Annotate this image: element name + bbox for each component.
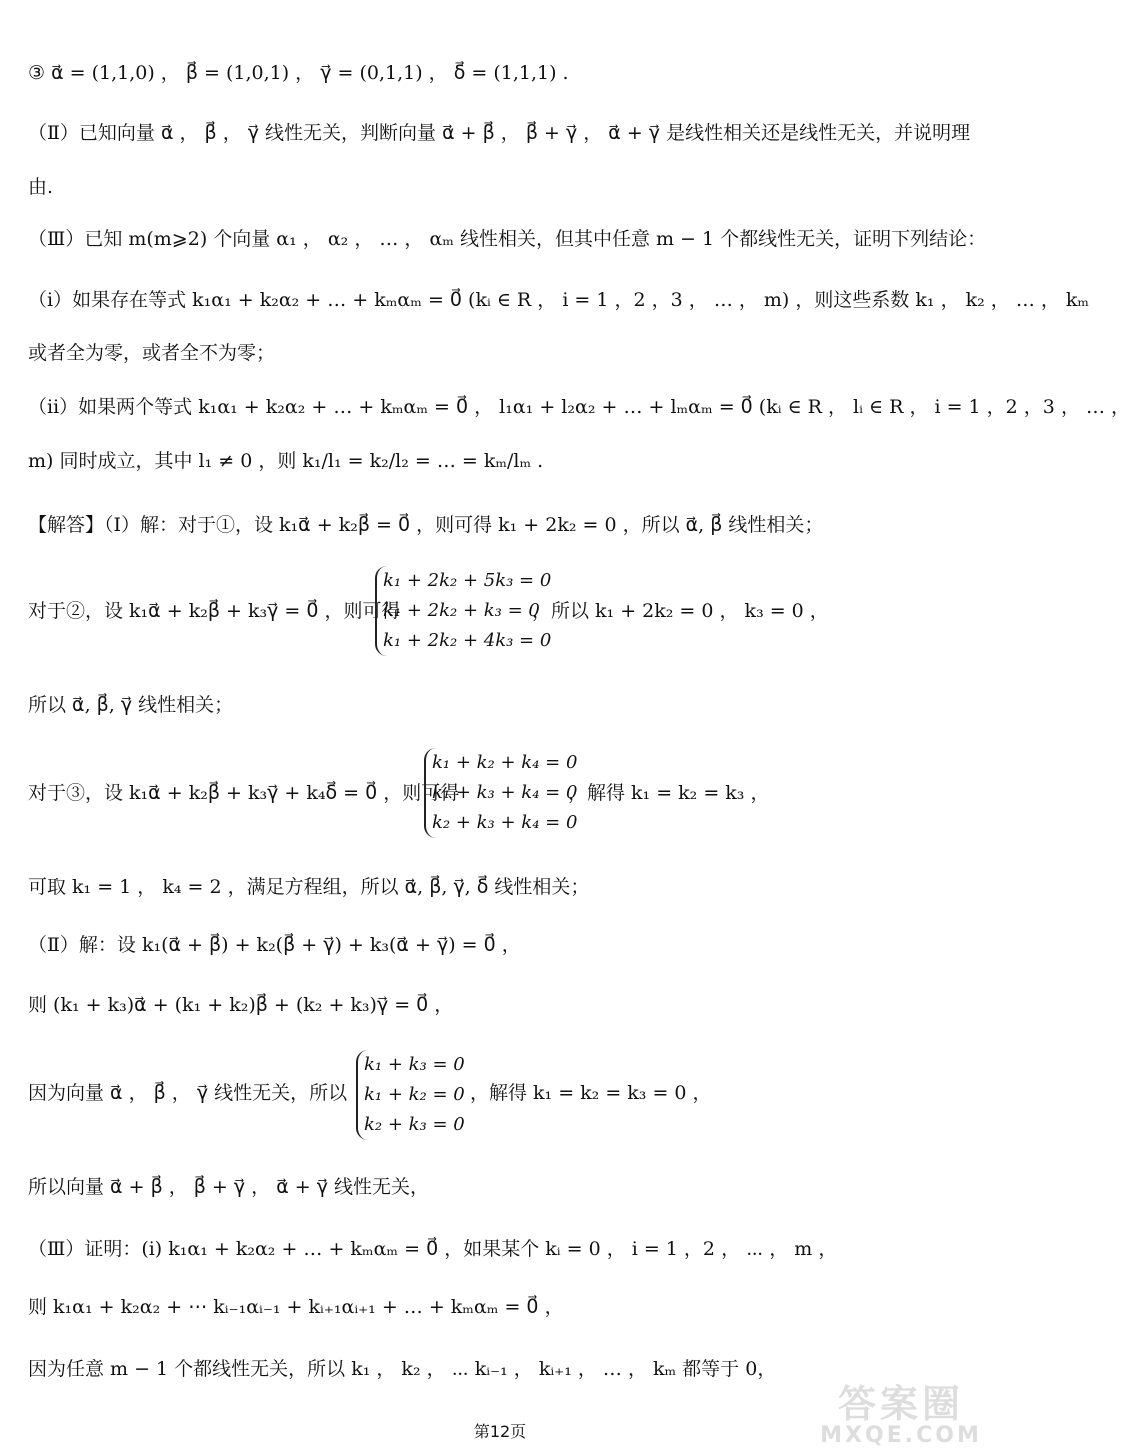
answer-part3-line: （Ⅲ）证明：(i) k₁α₁ + k₂α₂ + … + kₘαₘ = 0⃗ ，如果某个 kᵢ = 0 ， i = 1 ，2 ， ⋯ ， m ，: [28, 1238, 838, 1260]
case2-result: 所以 α⃗, β⃗, γ⃗ 线性相关；: [28, 694, 234, 716]
text-line-4: （Ⅲ）已知 m(m⩾2) 个向量 α₁ ， α₂ ， … ， αₘ 线性相关，但其中任意 m − 1 个都线性无关，证明下列结论：: [28, 228, 987, 250]
equation-row: k₁ + k₃ + k₄ = 0: [432, 782, 578, 803]
text-line-6: 或者全为零，或者全不为零；: [28, 342, 276, 364]
page-number: 第12页: [473, 1422, 527, 1441]
watermark-logo: [816, 1384, 986, 1450]
equation-row: k₂ + k₃ = 0: [364, 1114, 465, 1135]
case3-result: 可取 k₁ = 1 ， k₄ = 2 ，满足方程组，所以 α⃗, β⃗, γ⃗, δ⃗ 线性相关；: [28, 876, 590, 898]
equation-row: k₁ + 2k₂ + 4k₃ = 0: [383, 630, 552, 651]
text-line-5: （ⅰ）如果存在等式 k₁α₁ + k₂α₂ + … + kₘαₘ = 0⃗ (kᵢ ∈ R ， i = 1 ，2 ，3 ， … ， m) ，则这些系数 k₁ ， k₂ ， … ， kₘ: [28, 289, 1090, 311]
answer-part2-line: （Ⅱ）解：设 k₁(α⃗ + β⃗) + k₂(β⃗ + γ⃗) + k₃(α⃗ + γ⃗) = 0⃗ ，: [28, 934, 521, 956]
part3-line-3: 因为任意 m − 1 个都线性无关，所以 k₁ ， k₂ ， ⋯ kᵢ₋₁ ， kᵢ₊₁ ， … ， kₘ 都等于 0，: [28, 1358, 777, 1380]
equation-row: k₁ + 2k₂ + 5k₃ = 0: [383, 570, 552, 591]
case2-text: 对于②，设 k₁α⃗ + k₂β⃗ + k₃γ⃗ = 0⃗ ，则可得: [28, 600, 401, 622]
equation-row: k₁ + k₂ + k₄ = 0: [432, 752, 578, 773]
text-line-7: （ⅱ）如果两个等式 k₁α₁ + k₂α₂ + … + kₘαₘ = 0⃗ ， l₁α₁ + l₂α₂ + … + lₘαₘ = 0⃗ (kᵢ ∈ R ， lᵢ ∈ R ， i = 1 ，2 ，3 ， … ，: [28, 396, 1130, 418]
equation-system-3: [356, 1050, 465, 1140]
text-line-8: m) 同时成立，其中 l₁ ≠ 0 ，则 k₁/l₁ = k₂/l₂ = … = kₘ/lₘ .: [28, 450, 544, 472]
equation-system-2: [424, 748, 577, 838]
watermark-domain: MXQE.COM: [820, 1423, 982, 1448]
part2-expansion: 则 (k₁ + k₃)α⃗ + (k₁ + k₂)β⃗ + (k₂ + k₃)γ⃗ = 0⃗ ，: [28, 994, 454, 1016]
part2-result: 所以向量 α⃗ + β⃗ ， β⃗ + γ⃗ ， α⃗ + γ⃗ 线性无关，: [28, 1176, 430, 1198]
part2-because: 因为向量 α⃗ ， β⃗ ， γ⃗ 线性无关，所以: [28, 1082, 348, 1104]
part2-solution: ，解得 k₁ = k₂ = k₃ = 0 ，: [470, 1082, 712, 1104]
watermark-title: 答案圈: [837, 1382, 964, 1426]
case3-text: 对于③，设 k₁α⃗ + k₂β⃗ + k₃γ⃗ + k₄δ⃗ = 0⃗ ，则可得: [28, 782, 460, 804]
equation-row: k₁ + 2k₂ + k₃ = 0: [383, 600, 540, 621]
equation-system-1: [375, 566, 551, 656]
equation-row: k₁ + k₂ = 0: [364, 1084, 465, 1105]
text-line-1: ③ α⃗ = (1,1,0) ， β⃗ = (1,0,1) ， γ⃗ = (0,1,1) ， δ⃗ = (1,1,1) .: [28, 62, 569, 84]
equation-row: k₂ + k₃ + k₄ = 0: [432, 812, 578, 833]
case3-conclusion: ，解得 k₁ = k₂ = k₃ ，: [568, 782, 770, 804]
answer-part1-line: 【解答】（Ⅰ）解：对于①，设 k₁α⃗ + k₂β⃗ = 0⃗ ，则可得 k₁ + 2k₂ = 0 ，所以 α⃗, β⃗ 线性相关；: [28, 514, 824, 536]
text-line-3: 由.: [28, 176, 54, 198]
text-line-2: （Ⅱ）已知向量 α⃗ ， β⃗ ， γ⃗ 线性无关，判断向量 α⃗ + β⃗ ， β⃗ + γ⃗ ， α⃗ + γ⃗ 是线性相关还是线性无关，并说明理: [28, 122, 971, 144]
case2-conclusion: ，所以 k₁ + 2k₂ = 0 ， k₃ = 0 ，: [532, 600, 829, 622]
part3-line-2: 则 k₁α₁ + k₂α₂ + ⋯ kᵢ₋₁αᵢ₋₁ + kᵢ₊₁αᵢ₊₁ + … + kₘαₘ = 0⃗ ，: [28, 1296, 564, 1318]
equation-row: k₁ + k₃ = 0: [364, 1054, 465, 1075]
